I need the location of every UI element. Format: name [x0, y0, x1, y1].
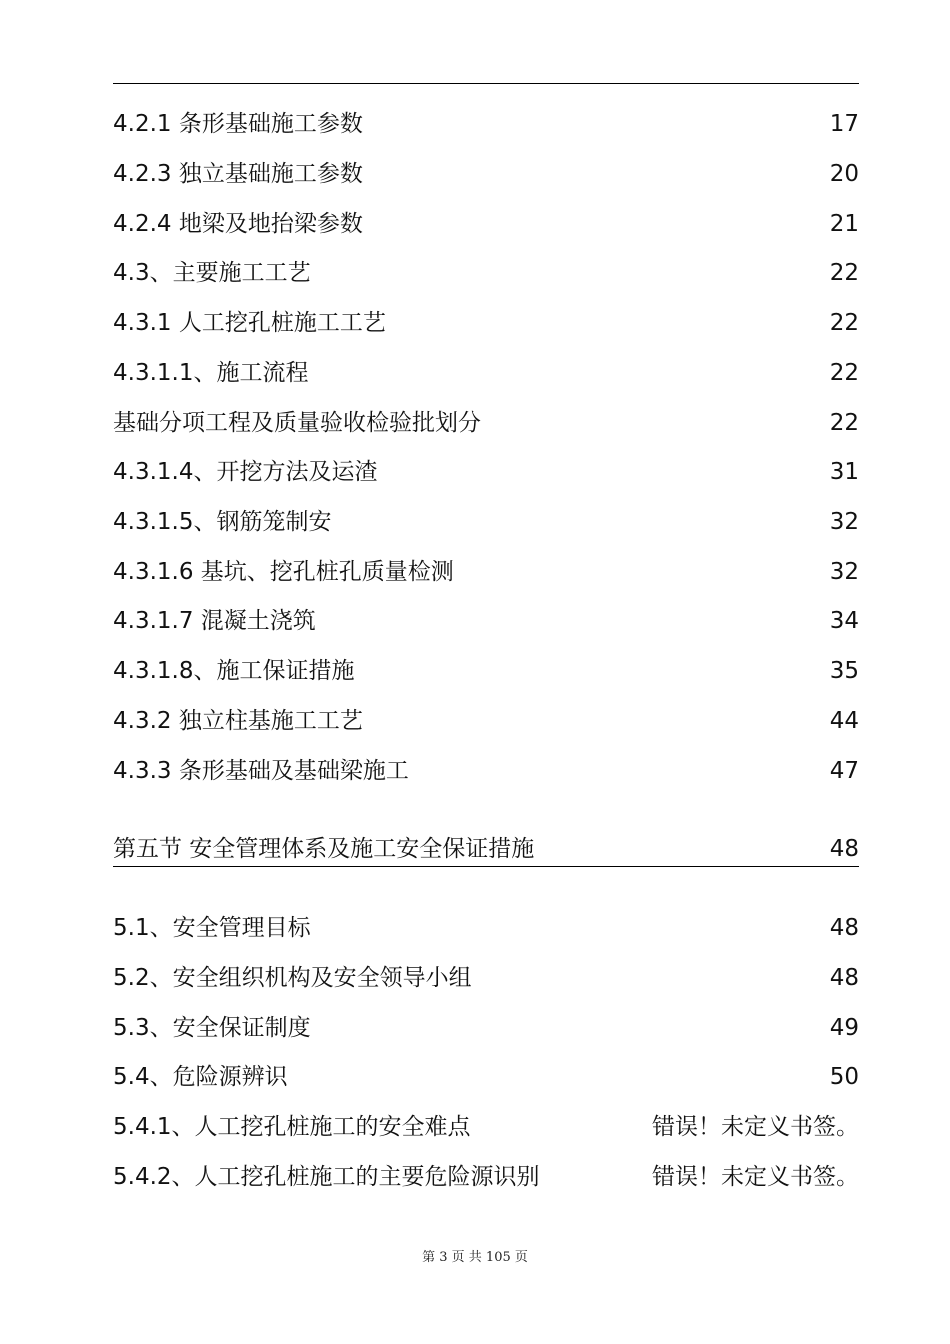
toc-entry-title: 4.3.1.7 混凝土浇筑	[113, 608, 316, 634]
toc-entry-page: 22	[829, 360, 859, 386]
toc-entry[interactable]	[113, 1110, 859, 1144]
toc-entry[interactable]	[113, 1160, 859, 1194]
toc-entry-page: 22	[829, 410, 859, 436]
toc-entry-page: 22	[829, 310, 859, 336]
toc-entry-page: 48	[829, 965, 859, 991]
header-rule	[113, 83, 859, 84]
toc-entry-page: 47	[829, 758, 859, 784]
toc-entry[interactable]	[113, 406, 859, 440]
toc-entry-title: 4.3.1.4、开挖方法及运渣	[113, 459, 378, 485]
toc-entry[interactable]	[113, 1011, 859, 1045]
toc-section-page: 48	[829, 836, 859, 862]
toc-entry-page: 50	[829, 1064, 859, 1090]
toc-entry-title: 5.3、安全保证制度	[113, 1015, 311, 1041]
toc-entry-title: 5.2、安全组织机构及安全领导小组	[113, 965, 472, 991]
toc-entry-title: 5.1、安全管理目标	[113, 915, 311, 941]
toc-entry-title: 4.2.1 条形基础施工参数	[113, 111, 363, 137]
toc-entry[interactable]	[113, 604, 859, 638]
toc-entry-page: 32	[829, 509, 859, 535]
toc-entry-page: 49	[829, 1015, 859, 1041]
toc-entry-page: 31	[829, 459, 859, 485]
toc-entry-title: 4.3.1.5、钢筋笼制安	[113, 509, 332, 535]
toc-entry[interactable]	[113, 654, 859, 688]
toc-entry-title: 4.2.3 独立基础施工参数	[113, 161, 363, 187]
toc-entry-title: 4.2.4 地梁及地抬梁参数	[113, 211, 363, 237]
toc-section-title: 第五节 安全管理体系及施工安全保证措施	[113, 836, 535, 862]
toc-entry-page: 22	[829, 260, 859, 286]
toc-entry-page: 34	[829, 608, 859, 634]
toc-section-heading[interactable]	[113, 832, 859, 867]
toc-entry-page: 21	[829, 211, 859, 237]
toc-entry[interactable]	[113, 961, 859, 995]
toc-entry-title: 基础分项工程及质量验收检验批划分	[113, 410, 481, 436]
toc-entry-page: 错误！未定义书签。	[652, 1164, 859, 1190]
toc-entry[interactable]	[113, 704, 859, 738]
toc-entry[interactable]	[113, 207, 859, 241]
toc-entry[interactable]	[113, 911, 859, 945]
toc-entry[interactable]	[113, 107, 859, 141]
toc-entry-title: 5.4、危险源辨识	[113, 1064, 288, 1090]
toc-entry[interactable]	[113, 505, 859, 539]
toc-entry-page: 17	[829, 111, 859, 137]
toc-entry-page: 20	[829, 161, 859, 187]
toc-entry[interactable]	[113, 356, 859, 390]
toc-entry-page: 35	[829, 658, 859, 684]
toc-entry-page: 44	[829, 708, 859, 734]
toc-entry-title: 4.3.1.6 基坑、挖孔桩孔质量检测	[113, 559, 454, 585]
toc-entry-title: 5.4.2、人工挖孔桩施工的主要危险源识别	[113, 1164, 540, 1190]
toc-entry-page: 错误！未定义书签。	[652, 1114, 859, 1140]
toc-entry[interactable]	[113, 157, 859, 191]
toc-entry-title: 4.3.1.8、施工保证措施	[113, 658, 355, 684]
toc-entry[interactable]	[113, 754, 859, 788]
toc-entry[interactable]	[113, 455, 859, 489]
toc-entry[interactable]	[113, 256, 859, 290]
toc-entry-title: 4.3、主要施工工艺	[113, 260, 311, 286]
toc-entry-title: 4.3.3 条形基础及基础梁施工	[113, 758, 409, 784]
toc-entry-title: 4.3.1 人工挖孔桩施工工艺	[113, 310, 386, 336]
toc-entry-title: 4.3.1.1、施工流程	[113, 360, 309, 386]
page-footer: 第 3 页 共 105 页	[422, 1250, 528, 1265]
toc-entry-page: 48	[829, 915, 859, 941]
toc-entry[interactable]	[113, 555, 859, 589]
toc-entry[interactable]	[113, 306, 859, 340]
toc-entry-title: 5.4.1、人工挖孔桩施工的安全难点	[113, 1114, 471, 1140]
toc-entry-page: 32	[829, 559, 859, 585]
toc-entry-title: 4.3.2 独立柱基施工工艺	[113, 708, 363, 734]
toc-entry[interactable]	[113, 1060, 859, 1094]
